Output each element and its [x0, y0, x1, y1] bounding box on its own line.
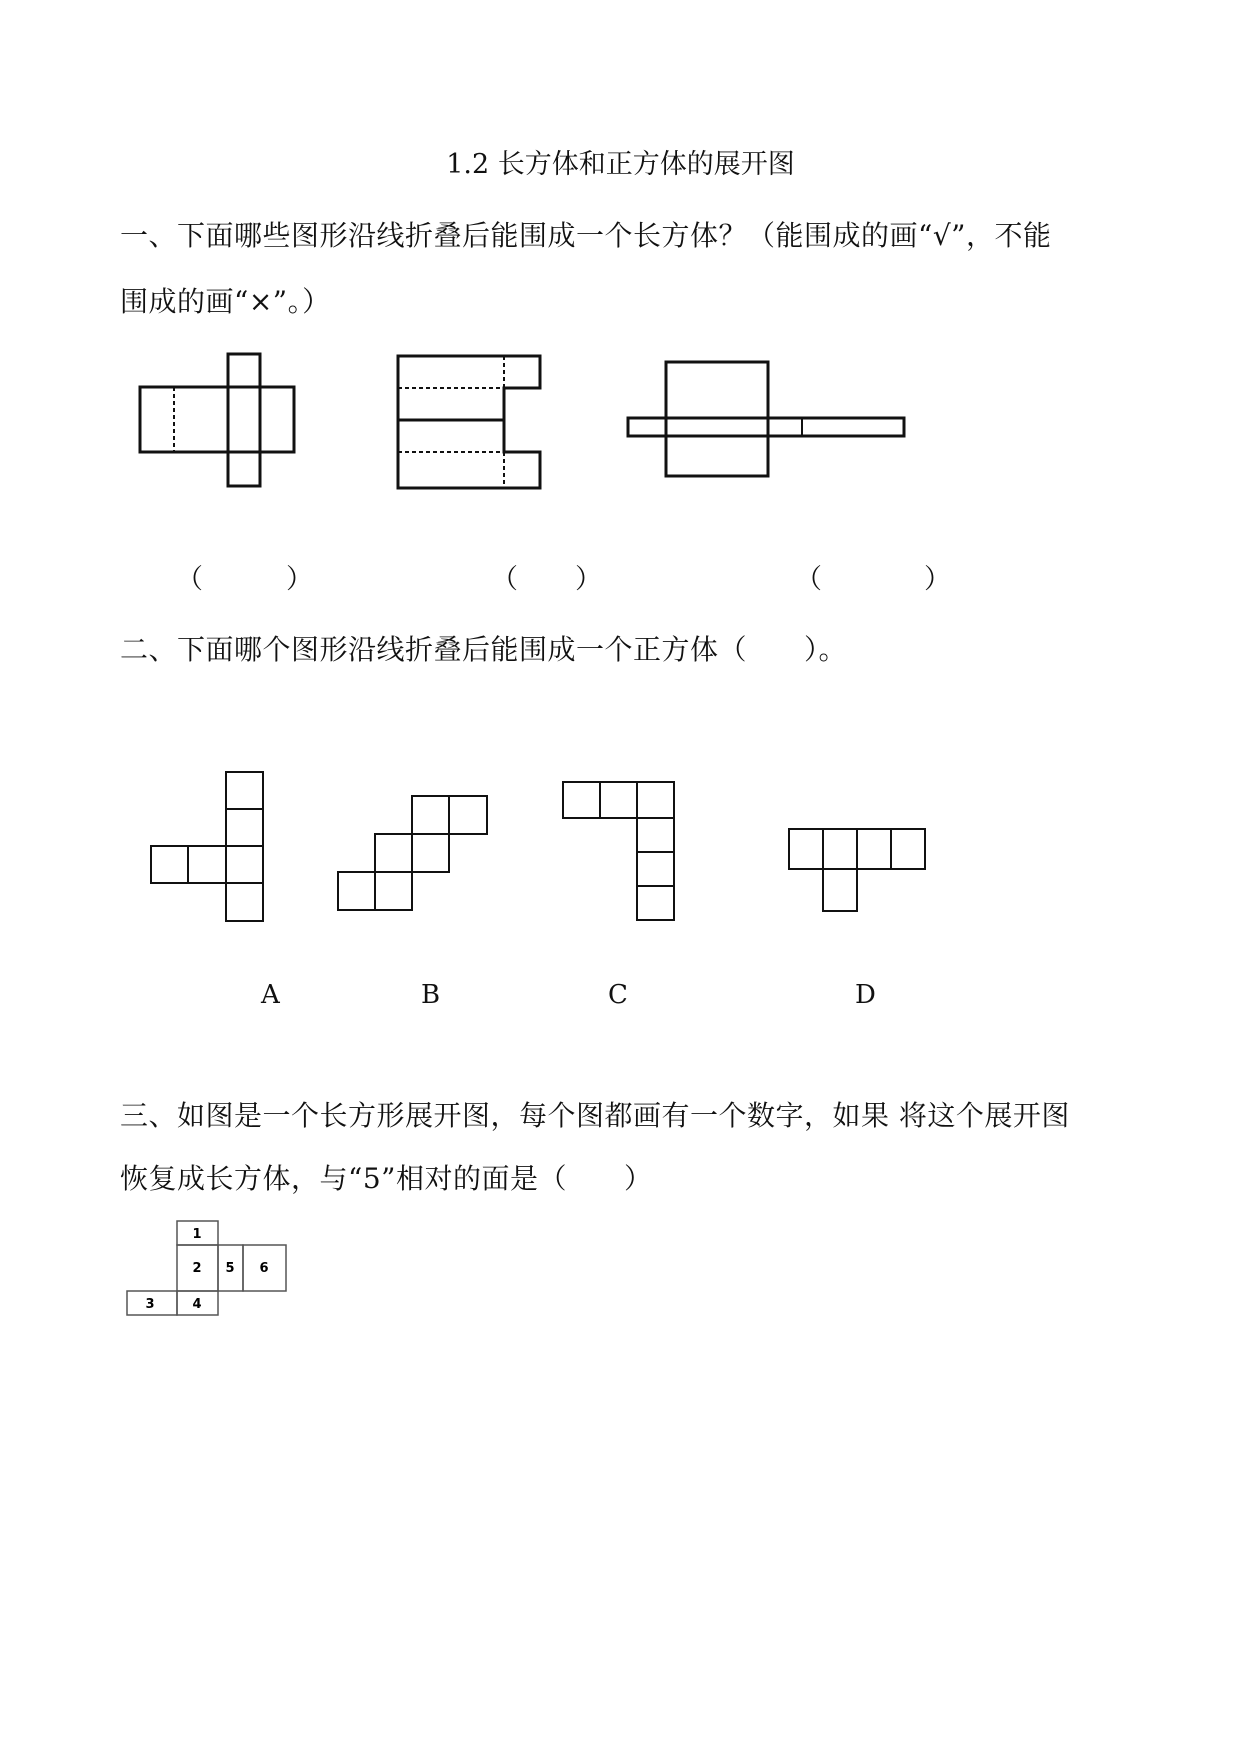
net-cell-2: 2 — [192, 1261, 202, 1276]
question-1-line-2: 围成的画“×”。） — [120, 285, 331, 318]
rect-net-figure-2 — [396, 354, 544, 490]
answer-blank-3-open: （ — [795, 564, 822, 595]
question-1-line-1: 一、下面哪些图形沿线折叠后能围成一个长方体？（能围成的画“√”，不能 — [120, 219, 1052, 252]
cube-net-option-a — [150, 771, 266, 923]
option-label-a: A — [261, 980, 280, 1010]
cube-net-option-c — [562, 781, 678, 923]
net-cell-3: 3 — [145, 1297, 155, 1312]
answer-blank-2-close: ） — [575, 564, 602, 595]
answer-blank-1-close: ） — [286, 564, 313, 595]
option-label-b: B — [421, 980, 441, 1010]
rect-net-figure-1 — [138, 352, 298, 488]
net-cell-4: 4 — [192, 1297, 202, 1312]
question-3-line-2: 恢复成长方体，与“5”相对的面是（ ） — [120, 1162, 653, 1195]
answer-blank-2-open: （ — [491, 564, 518, 595]
net-cell-1: 1 — [192, 1227, 202, 1242]
rect-net-figure-3 — [626, 360, 906, 480]
page-title: 1.2 长方体和正方体的展开图 — [446, 149, 795, 180]
question-3-line-1: 三、如图是一个长方形展开图，每个图都画有一个数字，如果 将这个展开图 — [120, 1099, 1070, 1132]
option-label-d: D — [855, 980, 876, 1010]
net-cell-6: 6 — [259, 1261, 269, 1276]
net-cell-5: 5 — [225, 1261, 235, 1276]
cube-net-option-b — [337, 795, 489, 913]
answer-blank-3-close: ） — [924, 564, 951, 595]
question-2: 二、下面哪个图形沿线折叠后能围成一个正方体（ ）。 — [120, 633, 848, 666]
cube-net-option-d — [788, 828, 928, 914]
option-label-c: C — [608, 980, 628, 1010]
numbered-net-figure — [126, 1220, 288, 1320]
answer-blank-1-open: （ — [176, 564, 203, 595]
